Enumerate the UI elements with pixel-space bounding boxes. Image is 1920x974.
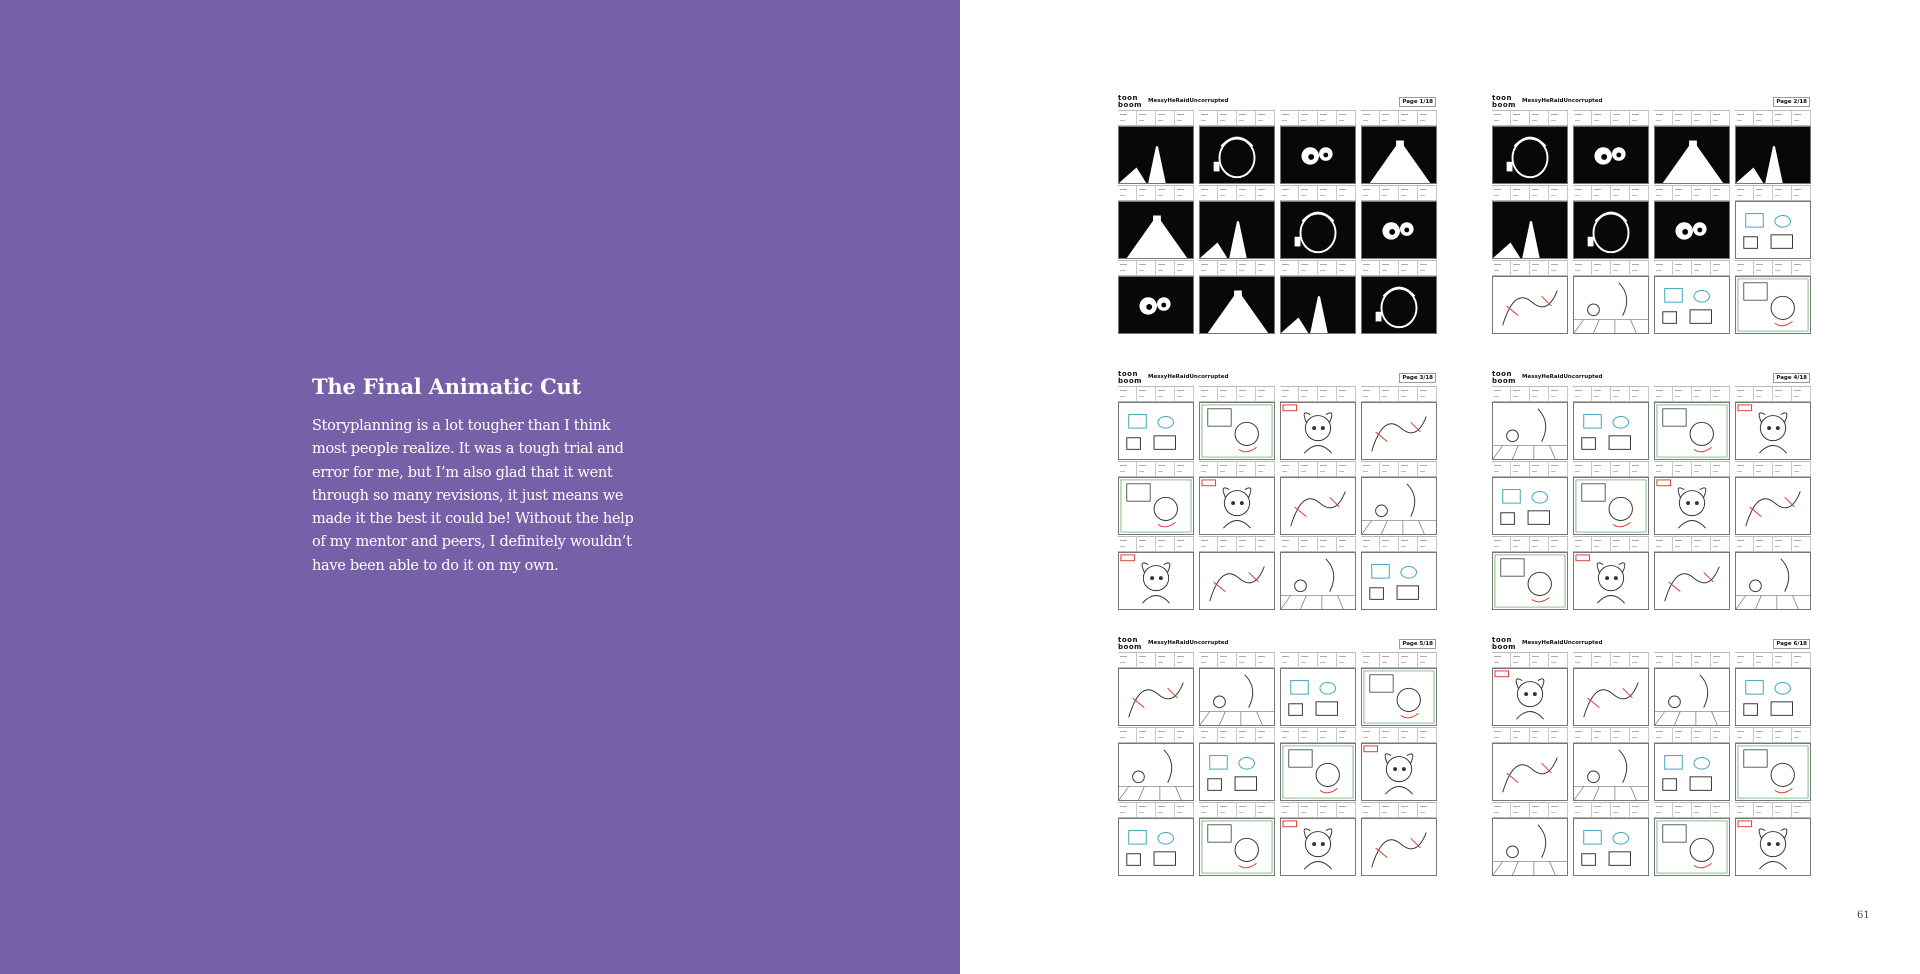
storyboard-panel (1492, 477, 1568, 535)
panel-info-row (1654, 260, 1730, 276)
storyboard-panel (1361, 668, 1437, 726)
storyboard-panel (1654, 126, 1730, 184)
panel-info-row (1361, 260, 1437, 276)
panel-info-row (1118, 461, 1194, 477)
panel-info-row (1654, 802, 1730, 818)
logo-line-2: boom (1492, 643, 1516, 651)
panel-sketch (1281, 669, 1355, 725)
panel-sketch (1493, 478, 1567, 534)
panel-info-row (1361, 536, 1437, 552)
panel-info-row (1199, 461, 1275, 477)
panel-sketch (1362, 669, 1436, 725)
panel-sketch (1574, 744, 1648, 800)
panel-info-row (1654, 386, 1730, 402)
panel-info-row (1492, 536, 1568, 552)
panel-info-row (1361, 185, 1437, 201)
panel-sketch (1574, 553, 1648, 609)
storyboard-panel (1199, 402, 1275, 460)
sheet-project-title: MessyHeRaidUncorrupted (1522, 98, 1603, 104)
section-heading: The Final Animatic Cut (312, 374, 582, 399)
panel-info-row (1280, 652, 1356, 668)
panel-info-row (1654, 185, 1730, 201)
panel-sketch (1200, 553, 1274, 609)
storyboard-panel (1118, 276, 1194, 334)
storyboard-panel (1573, 668, 1649, 726)
panel-info-row (1492, 461, 1568, 477)
panel-sketch (1200, 277, 1274, 333)
panel-info-row (1199, 802, 1275, 818)
panel-sketch (1281, 478, 1355, 534)
panel-info-row (1361, 461, 1437, 477)
sheet-header (1118, 372, 1436, 386)
storyboard-panel (1118, 402, 1194, 460)
panel-info-row (1654, 461, 1730, 477)
panel-sketch (1574, 403, 1648, 459)
sheet-project-title: MessyHeRaidUncorrupted (1522, 374, 1603, 380)
panel-info-row (1199, 110, 1275, 126)
panel-info-row (1735, 727, 1811, 743)
storyboard-panel (1492, 126, 1568, 184)
panel-sketch (1493, 819, 1567, 875)
panel-info-row (1492, 386, 1568, 402)
panel-info-row (1199, 185, 1275, 201)
panel-sketch (1736, 127, 1810, 183)
panel-sketch (1574, 819, 1648, 875)
panel-sketch (1281, 202, 1355, 258)
panel-sketch (1119, 277, 1193, 333)
storyboard-panel (1361, 201, 1437, 259)
storyboard-panel (1573, 477, 1649, 535)
storyboard-panel (1735, 201, 1811, 259)
logo-line-1: toon (1118, 94, 1138, 102)
panel-info-row (1199, 727, 1275, 743)
panel-sketch (1362, 744, 1436, 800)
storyboard-panel (1573, 126, 1649, 184)
panel-sketch (1736, 202, 1810, 258)
panel-sketch (1736, 277, 1810, 333)
storyboard-panel (1492, 201, 1568, 259)
storyboard-panel (1199, 552, 1275, 610)
panel-sketch (1119, 553, 1193, 609)
storyboard-panel (1735, 743, 1811, 801)
sheet-page-label: Page 1/18 (1399, 97, 1436, 107)
storyboard-panel (1118, 743, 1194, 801)
panel-info-row (1118, 802, 1194, 818)
right-page (960, 0, 1920, 974)
panel-sketch (1736, 669, 1810, 725)
panel-sketch (1736, 819, 1810, 875)
sheet-header (1118, 96, 1436, 110)
logo-line-1: toon (1492, 94, 1512, 102)
panel-sketch (1493, 553, 1567, 609)
storyboard-panel (1654, 402, 1730, 460)
panel-info-row (1735, 536, 1811, 552)
panel-info-row (1199, 386, 1275, 402)
storyboard-panel (1573, 201, 1649, 259)
panel-info-row (1573, 461, 1649, 477)
panel-info-row (1492, 185, 1568, 201)
logo-line-2: boom (1118, 101, 1142, 109)
storyboard-panel (1573, 276, 1649, 334)
storyboard-panel (1654, 201, 1730, 259)
storyboard-panel (1118, 477, 1194, 535)
panel-info-row (1280, 260, 1356, 276)
storyboard-panel (1118, 818, 1194, 876)
logo-line-1: toon (1118, 636, 1138, 644)
section-body-text: Storyplanning is a lot tougher than I think most people realize. It was a tough trial and error for me, but I’m also glad that it went through so many revisions, it just means we made it the best it could be! Without the help of my mentor and peers, I definitely wouldn’t have been able to do it on my own. (312, 418, 634, 574)
panel-sketch (1362, 277, 1436, 333)
storyboard-panel (1573, 552, 1649, 610)
panel-sketch (1736, 403, 1810, 459)
panel-sketch (1493, 277, 1567, 333)
storyboard-panel (1118, 201, 1194, 259)
storyboard-panel (1654, 743, 1730, 801)
panel-info-row (1735, 461, 1811, 477)
panel-info-row (1118, 727, 1194, 743)
storyboard-panel (1280, 402, 1356, 460)
panel-sketch (1736, 553, 1810, 609)
logo-line-2: boom (1492, 101, 1516, 109)
storyboard-panel (1361, 402, 1437, 460)
panel-sketch (1200, 669, 1274, 725)
toonboom-logo (1492, 95, 1516, 109)
panel-sketch (1655, 744, 1729, 800)
storyboard-panel (1361, 126, 1437, 184)
logo-line-1: toon (1492, 636, 1512, 644)
storyboard-panel (1118, 552, 1194, 610)
panel-sketch (1362, 553, 1436, 609)
panel-sketch (1574, 478, 1648, 534)
storyboard-panel (1361, 477, 1437, 535)
panel-sketch (1119, 819, 1193, 875)
storyboard-panel (1573, 402, 1649, 460)
storyboard-panel (1280, 668, 1356, 726)
panel-sketch (1493, 127, 1567, 183)
panel-info-row (1573, 260, 1649, 276)
panel-sketch (1281, 127, 1355, 183)
panel-sketch (1574, 669, 1648, 725)
panel-sketch (1119, 202, 1193, 258)
sheet-page-label: Page 6/18 (1773, 639, 1810, 649)
storyboard-panel (1361, 552, 1437, 610)
panel-sketch (1493, 669, 1567, 725)
panel-info-row (1361, 727, 1437, 743)
storyboard-panel (1118, 668, 1194, 726)
logo-line-2: boom (1118, 643, 1142, 651)
panel-info-row (1654, 536, 1730, 552)
storyboard-panel (1118, 126, 1194, 184)
storyboard-panel (1361, 818, 1437, 876)
panel-info-row (1735, 652, 1811, 668)
panel-sketch (1200, 819, 1274, 875)
panel-sketch (1281, 819, 1355, 875)
toonboom-logo (1492, 637, 1516, 651)
panel-info-row (1280, 802, 1356, 818)
panel-info-row (1118, 185, 1194, 201)
sheet-page-label: Page 4/18 (1773, 373, 1810, 383)
panel-sketch (1200, 202, 1274, 258)
storyboard-panel (1492, 552, 1568, 610)
storyboard-panel (1654, 818, 1730, 876)
panel-info-row (1118, 110, 1194, 126)
panel-info-row (1280, 461, 1356, 477)
storyboard-panel (1735, 668, 1811, 726)
panel-sketch (1281, 403, 1355, 459)
storyboard-panel (1654, 668, 1730, 726)
panel-info-row (1199, 260, 1275, 276)
sheet-project-title: MessyHeRaidUncorrupted (1148, 98, 1229, 104)
storyboard-sheet (1118, 96, 1436, 336)
panel-info-row (1280, 110, 1356, 126)
storyboard-panel (1361, 743, 1437, 801)
panel-sketch (1200, 127, 1274, 183)
panel-info-row (1654, 727, 1730, 743)
panel-info-row (1573, 386, 1649, 402)
storyboard-panel (1735, 477, 1811, 535)
storyboard-panel (1573, 818, 1649, 876)
panel-info-row (1735, 386, 1811, 402)
logo-line-1: toon (1118, 370, 1138, 378)
storyboard-panel (1280, 552, 1356, 610)
panel-sketch (1574, 277, 1648, 333)
storyboard-panel (1492, 402, 1568, 460)
panel-info-row (1573, 110, 1649, 126)
panel-sketch (1655, 553, 1729, 609)
panel-info-row (1118, 536, 1194, 552)
sheet-page-label: Page 3/18 (1399, 373, 1436, 383)
storyboard-panel (1654, 276, 1730, 334)
storyboard-panel (1280, 743, 1356, 801)
panel-sketch (1574, 127, 1648, 183)
sheet-header (1118, 638, 1436, 652)
panel-sketch (1655, 819, 1729, 875)
panel-sketch (1362, 403, 1436, 459)
panel-info-row (1361, 110, 1437, 126)
logo-line-2: boom (1118, 377, 1142, 385)
storyboard-panel (1199, 668, 1275, 726)
storyboard-panel (1654, 477, 1730, 535)
storyboard-panel (1735, 276, 1811, 334)
page-number: 61 (1857, 910, 1870, 921)
panel-info-row (1361, 652, 1437, 668)
panel-info-row (1573, 652, 1649, 668)
storyboard-panel (1280, 276, 1356, 334)
panel-sketch (1493, 403, 1567, 459)
panel-info-row (1361, 386, 1437, 402)
panel-info-row (1654, 110, 1730, 126)
panel-sketch (1655, 127, 1729, 183)
panel-sketch (1655, 669, 1729, 725)
panel-info-row (1654, 652, 1730, 668)
panel-sketch (1281, 553, 1355, 609)
storyboard-panel (1735, 402, 1811, 460)
sheet-project-title: MessyHeRaidUncorrupted (1148, 640, 1229, 646)
storyboard-panel (1199, 818, 1275, 876)
storyboard-panel (1735, 552, 1811, 610)
toonboom-logo (1118, 95, 1142, 109)
panel-info-row (1280, 536, 1356, 552)
panel-sketch (1119, 744, 1193, 800)
panel-info-row (1735, 110, 1811, 126)
panel-info-row (1735, 802, 1811, 818)
panel-info-row (1199, 652, 1275, 668)
storyboard-panel (1199, 477, 1275, 535)
panel-sketch (1281, 277, 1355, 333)
panel-sketch (1655, 403, 1729, 459)
storyboard-panel (1199, 201, 1275, 259)
panel-sketch (1119, 669, 1193, 725)
panel-info-row (1573, 185, 1649, 201)
storyboard-panel (1280, 126, 1356, 184)
panel-info-row (1735, 185, 1811, 201)
sheet-page-label: Page 5/18 (1399, 639, 1436, 649)
panel-info-row (1492, 652, 1568, 668)
panel-info-row (1492, 727, 1568, 743)
storyboard-panel (1199, 126, 1275, 184)
panel-info-row (1199, 536, 1275, 552)
storyboard-panel (1654, 552, 1730, 610)
panel-info-row (1492, 110, 1568, 126)
panel-sketch (1736, 478, 1810, 534)
storyboard-sheet (1492, 638, 1810, 878)
sheet-header (1492, 96, 1810, 110)
panel-info-row (1573, 536, 1649, 552)
storyboard-panel (1492, 668, 1568, 726)
panel-sketch (1493, 744, 1567, 800)
storyboard-panel (1280, 477, 1356, 535)
sheet-header (1492, 638, 1810, 652)
logo-line-1: toon (1492, 370, 1512, 378)
sheet-header (1492, 372, 1810, 386)
panel-sketch (1655, 478, 1729, 534)
panel-info-row (1361, 802, 1437, 818)
storyboard-sheet (1492, 372, 1810, 612)
panel-info-row (1492, 260, 1568, 276)
storyboard-panel (1280, 201, 1356, 259)
panel-sketch (1655, 202, 1729, 258)
panel-sketch (1655, 277, 1729, 333)
sheet-page-label: Page 2/18 (1773, 97, 1810, 107)
toonboom-logo (1492, 371, 1516, 385)
toonboom-logo (1118, 637, 1142, 651)
panel-sketch (1281, 744, 1355, 800)
storyboard-panel (1280, 818, 1356, 876)
panel-info-row (1573, 727, 1649, 743)
panel-sketch (1736, 744, 1810, 800)
panel-info-row (1573, 802, 1649, 818)
panel-info-row (1280, 727, 1356, 743)
panel-info-row (1118, 386, 1194, 402)
panel-sketch (1362, 127, 1436, 183)
panel-sketch (1493, 202, 1567, 258)
panel-sketch (1362, 819, 1436, 875)
panel-sketch (1119, 127, 1193, 183)
storyboard-sheet (1492, 96, 1810, 336)
logo-line-2: boom (1492, 377, 1516, 385)
panel-sketch (1119, 478, 1193, 534)
storyboard-panel (1492, 743, 1568, 801)
panel-sketch (1200, 744, 1274, 800)
storyboard-panel (1492, 276, 1568, 334)
storyboard-panel (1361, 276, 1437, 334)
panel-sketch (1362, 202, 1436, 258)
storyboard-panel (1199, 276, 1275, 334)
storyboard-panel (1492, 818, 1568, 876)
sheet-project-title: MessyHeRaidUncorrupted (1148, 374, 1229, 380)
storyboard-panel (1573, 743, 1649, 801)
panel-info-row (1118, 260, 1194, 276)
sheet-project-title: MessyHeRaidUncorrupted (1522, 640, 1603, 646)
storyboard-sheet (1118, 638, 1436, 878)
panel-sketch (1362, 478, 1436, 534)
panel-sketch (1200, 478, 1274, 534)
panel-info-row (1492, 802, 1568, 818)
panel-info-row (1735, 260, 1811, 276)
panel-sketch (1200, 403, 1274, 459)
panel-info-row (1118, 652, 1194, 668)
panel-sketch (1574, 202, 1648, 258)
storyboard-panel (1199, 743, 1275, 801)
panel-info-row (1280, 386, 1356, 402)
toonboom-logo (1118, 371, 1142, 385)
storyboard-panel (1735, 126, 1811, 184)
storyboard-sheet (1118, 372, 1436, 612)
panel-info-row (1280, 185, 1356, 201)
storyboard-panel (1735, 818, 1811, 876)
panel-sketch (1119, 403, 1193, 459)
